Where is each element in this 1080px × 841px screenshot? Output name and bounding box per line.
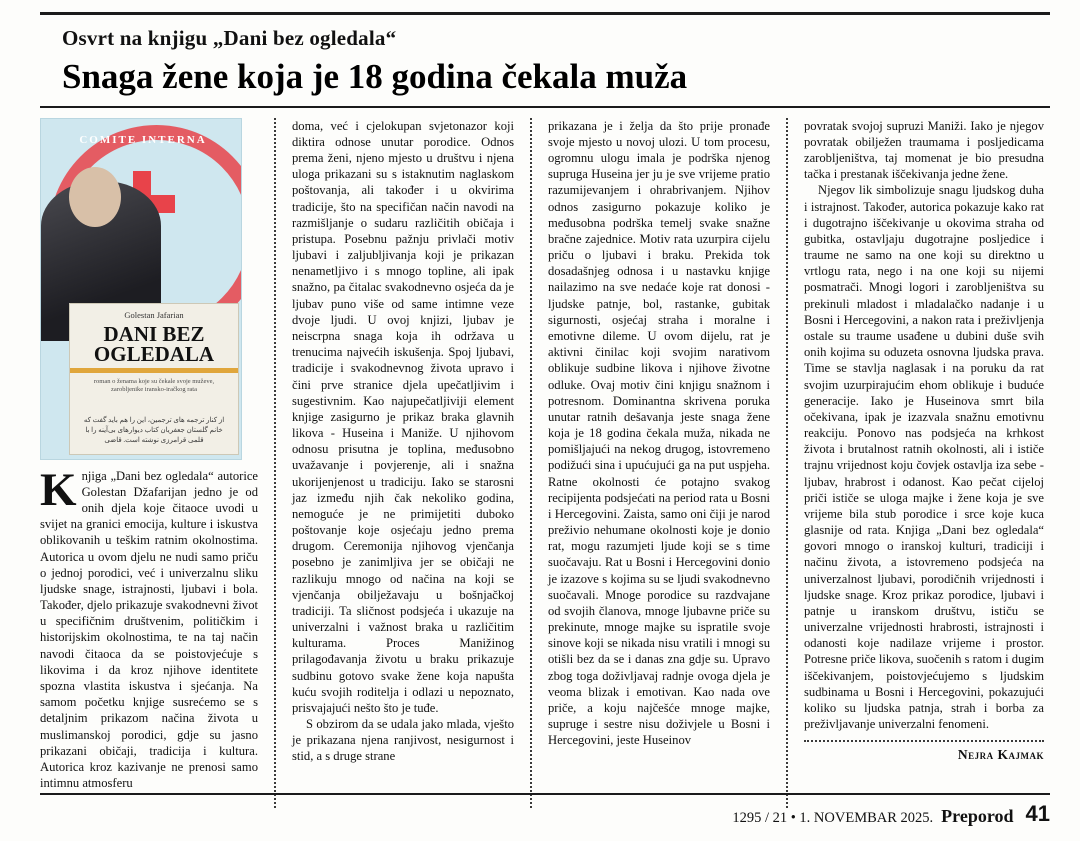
book-title-line2: OGLEDALA [93,342,215,367]
paragraph: povratak svojoj supruzi Maniži. Iako je njegov povratak obilježen traumama i posljedicama zarobljeništva, taj momenat je bio presudna tačka i prestanak iščekivanja jedne žene. [804,118,1044,182]
headline-divider [40,106,1050,108]
book-title-line1: DANI BEZ [103,321,205,346]
issue-info: 1295 / 21 • 1. NOVEMBAR 2025. [732,810,934,826]
farsi-caption: از کنار ترجمه های ترجمین، این را هم باید گفت که خانم گلستان جعفریان کتاب دیوارهای بی‌آینه را با قلمی قرامرزی نوشته است. قاضی [83,416,225,444]
page-number: 41 [1025,801,1050,826]
top-divider [40,12,1050,15]
article-kicker: Osvrt na knjigu „Dani bez ogledala“ [62,26,397,50]
paragraph: Njegov lik simbolizuje snagu ljudskog duha i istrajnost. Također, autorica pokazuje kako rat i dugotrajno iščekivanje u okovima straha od gubitka, ostavljaju dugotrajne posljedice i traume ne samo na one koji su direktno u vrtlogu rata, nego i na one koji su nijemi posmatrači. Mnogi logori i zarobljeništva su prekinuli mladost i mladalačko nadanje i u Bosni i Hercegovini, a nakon rata i preživljenja ostale su traume usađene u dubini duše svih onih kojima su oduzeta osnovna ljudska prava. Time se stavlja naglasak i na poruku da rat svojim uzurpirajućim ehom oblikuje i buduće generacije. Iako je Huseinova smrt bila očekivana, ipak je izazvala snažnu emotivnu reakciju. Ponovo nas podsjeća na krhkost života i brutalnost ratnih okolnosti, ali i ističe trajnu vrijednost koju čovjek ostavlja iza sebe - ljubav, hrabrost i odanost. Kao pečat cijeloj priči ističe se uloga majke i žene koja je sve vrijeme bila stub porodice i srce koje kuca glasnije od rata. Knjiga „Dani bez ogledala“ govori mnogo o iranskoj kulturi, tradiciji i načinu života, a istovremeno podsjeća na univerzalnost ljubavi, porodičnih vrijednosti i ljudske snage. Kroz prikaz porodice, ljubavi i patnje u iranskom društvu, ističu se univerzalne vrijednosti hrabrosti, istrajnosti i odanosti koje nadilaze vrijeme i prostor. Potresne priče likova, suočenih s ratom i dugim iščekivanjem, poistovjećujemo s ljudskim sudbinama u Bosni i Hercegovini, pokazujući koliko su ljudska patnja, strah i borba za preživljavanje univerzalni fenomeni. [804,183,1044,732]
article-headline: Snaga žene koja je 18 godina čekala muža [62,57,688,96]
ring-text: COMITE INTERNA [79,133,207,146]
publication-name: Preporod [941,806,1014,826]
column-separator [274,118,276,808]
column-4 [792,118,1044,808]
book-author: Golestan Jafarian [124,309,184,320]
page-footer [40,801,1050,827]
column-3 [536,118,782,808]
column-separator [786,118,788,808]
footer-divider [40,793,1050,795]
book-cover-image [40,118,242,460]
book-title [76,321,232,367]
person-head [69,167,121,227]
paragraph: doma, već i cjelokupan svjetonazor koji diktira odnose unutar porodice. Odnos prema ženi, njeno mjesto u društvu i njena uloga prikazani su s istaknutim naglaskom poštovanja, ali također i u okvirima tradicije, što na specifičan način navodi na razmišljanje o sudaru različitih običaja i pristupa. Posebnu pažnju privlači motiv ljubavi i zaljubljivanja koji je prikazan nenametljivo i s mnogo topline, ali ipak snažno, pa čitalac svakodnevno osjeća da je ljubav puno više od same intimne veze dvoje ljudi. U ovoj knjizi, ljubav je neiscrpna snaga koja ih održava u trenucima najvećih iskušenja. Spoj ljubavi, tradicije i svakodnevnog života upravo i čini prve stranice djela upečatljivim i sugestivnim. Kao najupečatljiviji element knjige zasigurno je prikaz braka glavnih likova - Huseina i Maniže. U njihovom odnosu prisutna je toplina, međusobno uvažavanje i povjerenje, ali i snažna ukorijenjenost u tradiciju. Iako se starosni jaz između njih čak nekoliko godina, nemoguće je ne primijetiti duboko poštovanje koje osjećaju jedno prema drugom. Ceremonija njihovog vjenčanja posebno je zanimljiva jer se običaji ne razlikuju mnogo od načina na koji se vjenčanja obilježavaju u bošnjačkoj tradiciji. Ta sličnost podsjeća i ukazuje na univerzalni i važnost braka u različitim kulturama. Proces Manižinog prilagođavanja životu u braku prikazuje sudbinu gotovo svake žene koja napušta kuću svojih roditelja i odlazi u nepoznato, prisvajajući nešto što je tuđe. [292,118,514,715]
book-stripe [70,368,238,373]
column-2 [280,118,526,808]
signature-divider [804,740,1044,742]
column-separator [530,118,532,808]
book-subtitle: roman o ženama koje su čekale svoje muževe, zarobljenike iransko-iračkog rata [93,377,215,393]
article-body [40,118,1050,808]
paragraph: Knjiga „Dani bez ogledala“ autorice Golestan Džafarijan jedno je od onih djela koje čitaoce uvodi u svijet na granici emocija, kulture i iskustva oblikovanih u teškim ratnim okolnostima. Autorica u ovom djelu ne nudi samo priču o jednoj porodici, već i univerzalnu sliku ljudske snage, istrajnosti, ljubavi i bola. Također, djelo prikazuje svakodnevni život u specifičnim društvenim, političkim i historijskim okolnostima, te na taj način navodi čitaoca da se poistovjećuje s likovima i da kroz njihove identitete spozna vlastita iskustva i sjećanja. Na samom početku knjige susrećemo se s detaljnim prikazom načina života u muslimanskoj porodici, gdje su jasno prikazani običaji, tradicija i kultura. Autorica kroz kazivanje ne prenosi samo intimnu atmosferu [40,463,258,791]
article-signature: Nejra Kajmak [957,747,1044,763]
column-1 [40,118,270,808]
book-front-panel [69,303,239,455]
paragraph: prikazana je i želja da što prije pronađe svoje mjesto u novoj ulozi. U tom procesu, ogromnu ulogu imala je podrška njenog supruga Huseina jer ju je sve vrijeme pratio razumijevanjem i ohrabrivanjem. Njihov odnos zasigurno pokazuje koliko je međusobna podrška temelj svake snažne bračne zajednice. Motiv rata uzurpira cijelu priču o ljubavi i braku. Prekida tok dosadašnjeg odnosa i u nastavku knjige nailazimo na sve nedaće koje rat donosi - ljudske patnje, bol, rastanke, gubitak sigurnosti, osjećaj straha i moralne i emotivne dileme. U ovom dijelu, rat je aktivni činilac koji svojim narativom oblikuje sudbine likova i njihove životne odluke. Ovaj motiv čini knjigu snažnom i potresnom. Dominantna skrivena poruka unutar ratnih dešavanja jeste snaga žene koja je 18 godina čekala muža, nikada ne pomišljajući na nekog drugog, istovremeno podižući sina i upućujući ga na put uspjeha. Ratne okolnosti će potajno svakog recipijenta podsjećati na period rata u Bosni i Hercegovini. Zaista, samo oni čiji je narod preživio nehumane okolnosti koje je donio rat, mogu razumjeti ljude koji se s time suočavaju. Rat u Bosni i Hercegovini donio je izazove s kojima su se ljudi svakodnevno suočavali. Mnoge porodice su razdvajane od svojih članova, mnoge ljubavne priče su prekinute, mnoge majke su ispratile svoje sinove koji se nikada nisu vratili i mnogi su otišli bez da se i danas zna gdje su. Upravo zbog toga doživljavaj radnje ovoga djela je veoma blizak i emotivan. Kao nada ove priče, a koju najčešće mnoge majke, supruge i sestre nisu doživjele u Bosni i Hercegovini, jeste Huseinov [548,118,770,748]
paragraph: S obzirom da se udala jako mlada, vješto je prikazana njena ranjivost, nesigurnost i stid, a s druge strane [292,717,514,764]
